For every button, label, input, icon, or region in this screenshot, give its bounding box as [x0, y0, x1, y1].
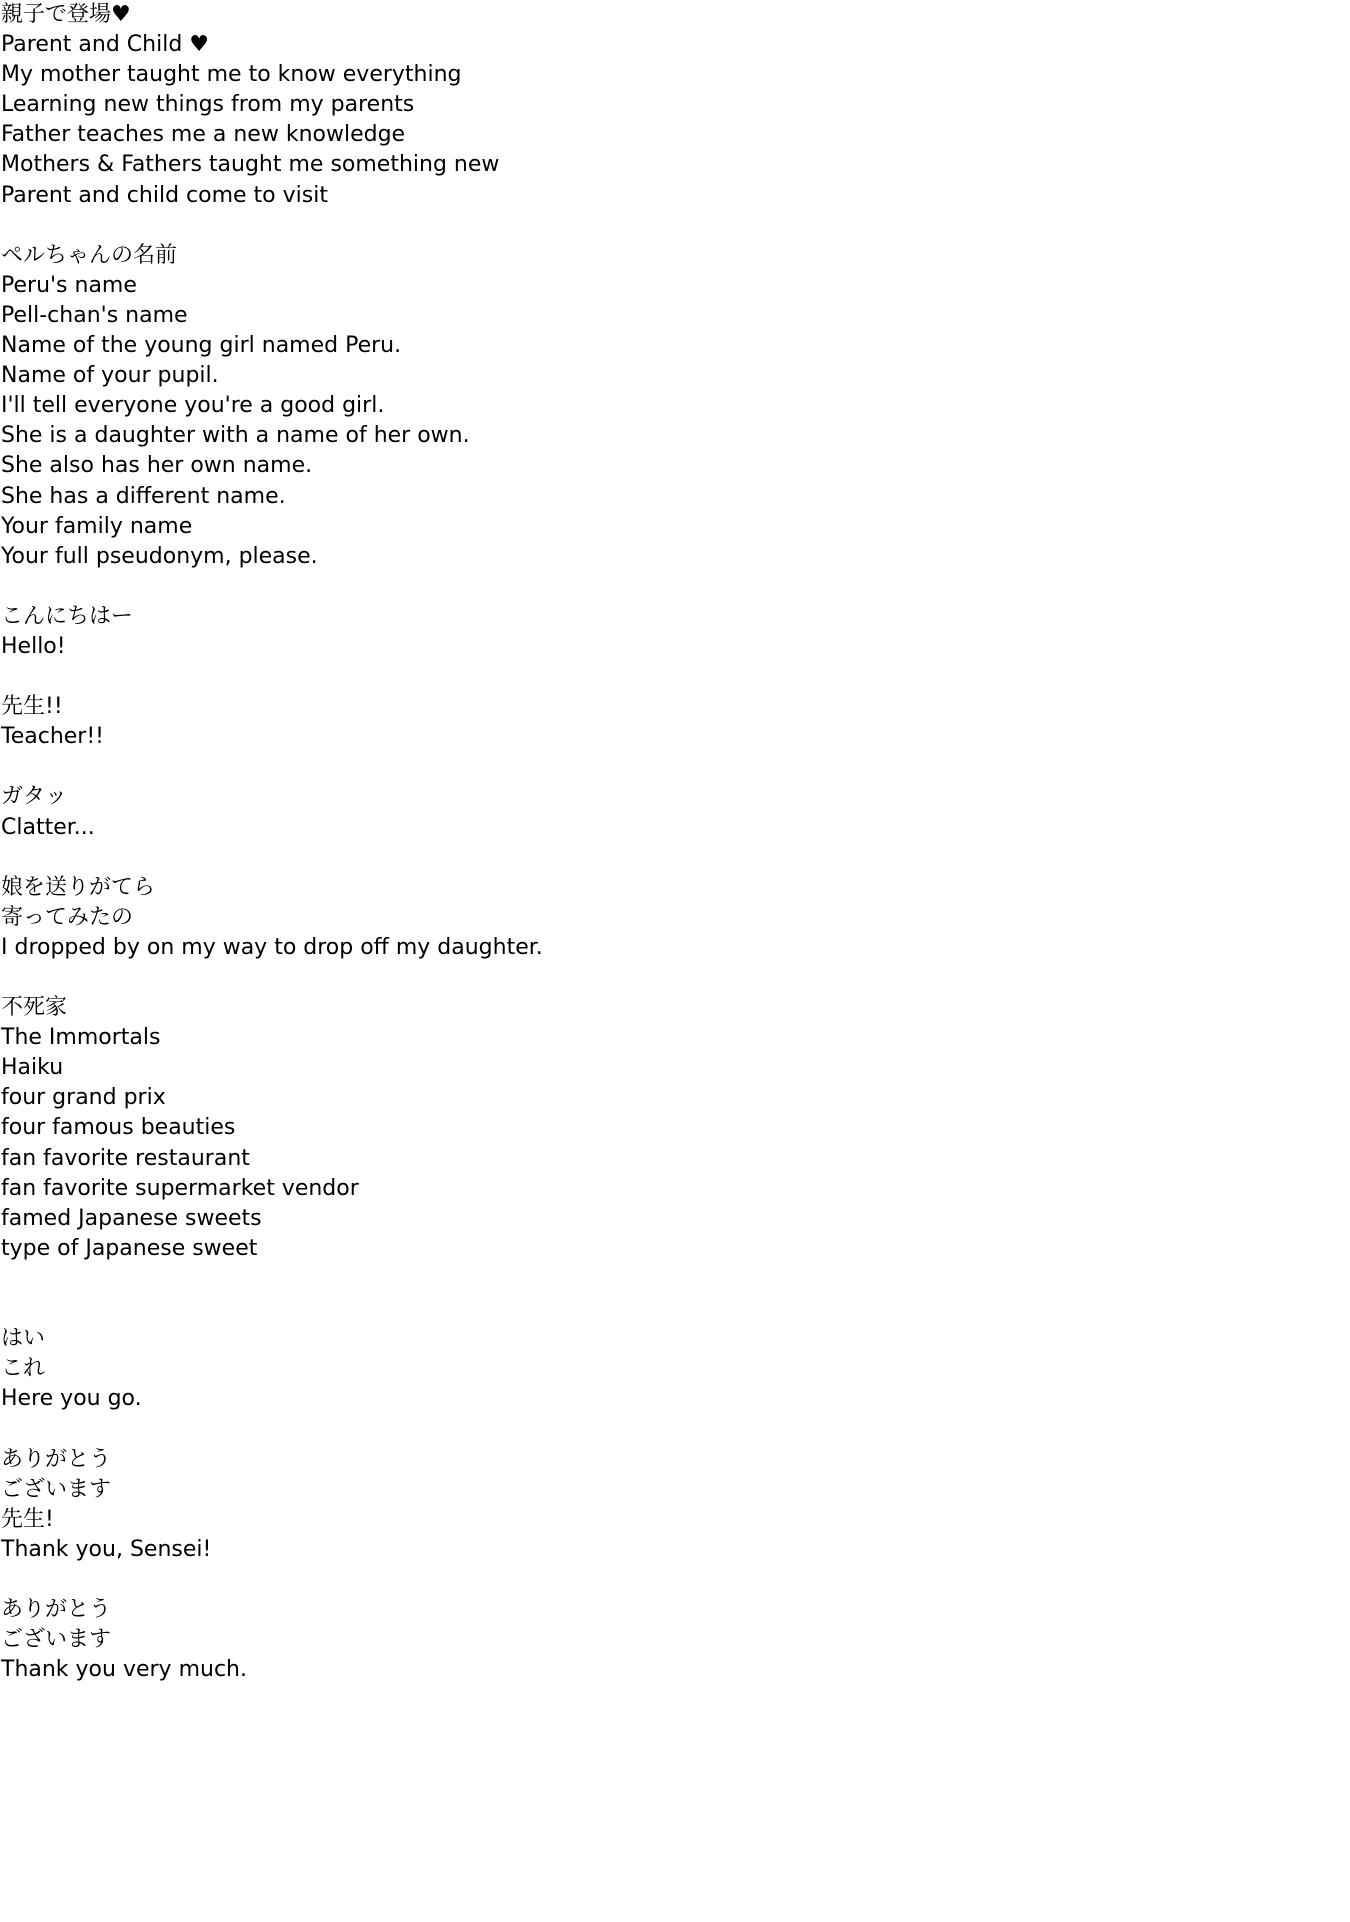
- text-section: [1, 873, 1341, 963]
- text-line: こんにちはー: [1, 603, 134, 629]
- blank-line: [1, 843, 1341, 873]
- text-line: 娘を送りがてら: [1, 874, 156, 900]
- text-line: I'll tell everyone you're a good girl.: [1, 393, 385, 419]
- text-section: [1, 241, 1341, 572]
- text-line: Thank you, Sensei!: [1, 1536, 212, 1562]
- text-line: Teacher!!: [1, 724, 104, 750]
- text-section: [1, 602, 1341, 662]
- text-line: Here you go.: [1, 1386, 142, 1412]
- text-line: ありがとう: [1, 1446, 112, 1472]
- blank-line: [1, 1565, 1341, 1595]
- text-line: これ: [1, 1356, 46, 1382]
- text-line: はい: [1, 1326, 46, 1352]
- blank-line: [1, 752, 1341, 782]
- text-line: ペルちゃんの名前: [1, 242, 178, 268]
- text-line: Parent and Child ♥: [1, 32, 210, 58]
- text-line: ございます: [1, 1476, 112, 1502]
- text-line: Mothers & Fathers taught me something new: [1, 152, 500, 178]
- text-line: four famous beauties: [1, 1115, 236, 1141]
- text-line: Parent and child come to visit: [1, 182, 328, 208]
- text-section: [1, 0, 1341, 211]
- text-line: Haiku: [1, 1055, 64, 1081]
- text-line: Name of your pupil.: [1, 363, 219, 389]
- text-section: [1, 1445, 1341, 1565]
- text-line: Pell-chan's name: [1, 302, 188, 328]
- text-line: Peru's name: [1, 272, 137, 298]
- text-line: The Immortals: [1, 1025, 161, 1051]
- blank-line: [1, 963, 1341, 993]
- blank-line: [1, 1294, 1341, 1324]
- blank-line: [1, 572, 1341, 602]
- text-line: She is a daughter with a name of her own.: [1, 423, 470, 449]
- text-line: Learning new things from my parents: [1, 92, 415, 118]
- text-section: [1, 1324, 1341, 1414]
- text-line: fan favorite restaurant: [1, 1145, 250, 1171]
- text-line: type of Japanese sweet: [1, 1235, 258, 1261]
- text-line: Your family name: [1, 513, 193, 539]
- text-line: ございます: [1, 1627, 112, 1653]
- text-line: fan favorite supermarket vendor: [1, 1175, 359, 1201]
- text-line: famed Japanese sweets: [1, 1205, 262, 1231]
- text-line: 寄ってみたの: [1, 904, 134, 930]
- text-line: ガタッ: [1, 784, 68, 810]
- blank-line: [1, 211, 1341, 241]
- text-section: [1, 1595, 1341, 1685]
- blank-line: [1, 662, 1341, 692]
- text-line: 先生!!: [1, 694, 63, 720]
- text-line: She has a different name.: [1, 483, 286, 509]
- text-section: [1, 692, 1341, 752]
- text-line: I dropped by on my way to drop off my daughter.: [1, 934, 543, 960]
- text-section: [1, 782, 1341, 842]
- text-line: Hello!: [1, 633, 66, 659]
- text-line: Clatter...: [1, 814, 95, 840]
- blank-line: [1, 1264, 1341, 1294]
- text-section: [1, 993, 1341, 1264]
- text-line: 先生!: [1, 1506, 54, 1532]
- text-line: Father teaches me a new knowledge: [1, 122, 406, 148]
- text-line: She also has her own name.: [1, 453, 313, 479]
- text-line: 不死家: [1, 995, 68, 1021]
- text-line: My mother taught me to know everything: [1, 62, 462, 88]
- text-line: Name of the young girl named Peru.: [1, 333, 402, 359]
- text-line: Thank you very much.: [1, 1657, 247, 1683]
- translation-text-block: [1, 0, 1341, 1685]
- text-line: ありがとう: [1, 1596, 112, 1622]
- text-line: Your full pseudonym, please.: [1, 543, 318, 569]
- text-line: four grand prix: [1, 1085, 166, 1111]
- blank-line: [1, 1414, 1341, 1444]
- text-line: 親子で登場♥: [1, 2, 131, 27]
